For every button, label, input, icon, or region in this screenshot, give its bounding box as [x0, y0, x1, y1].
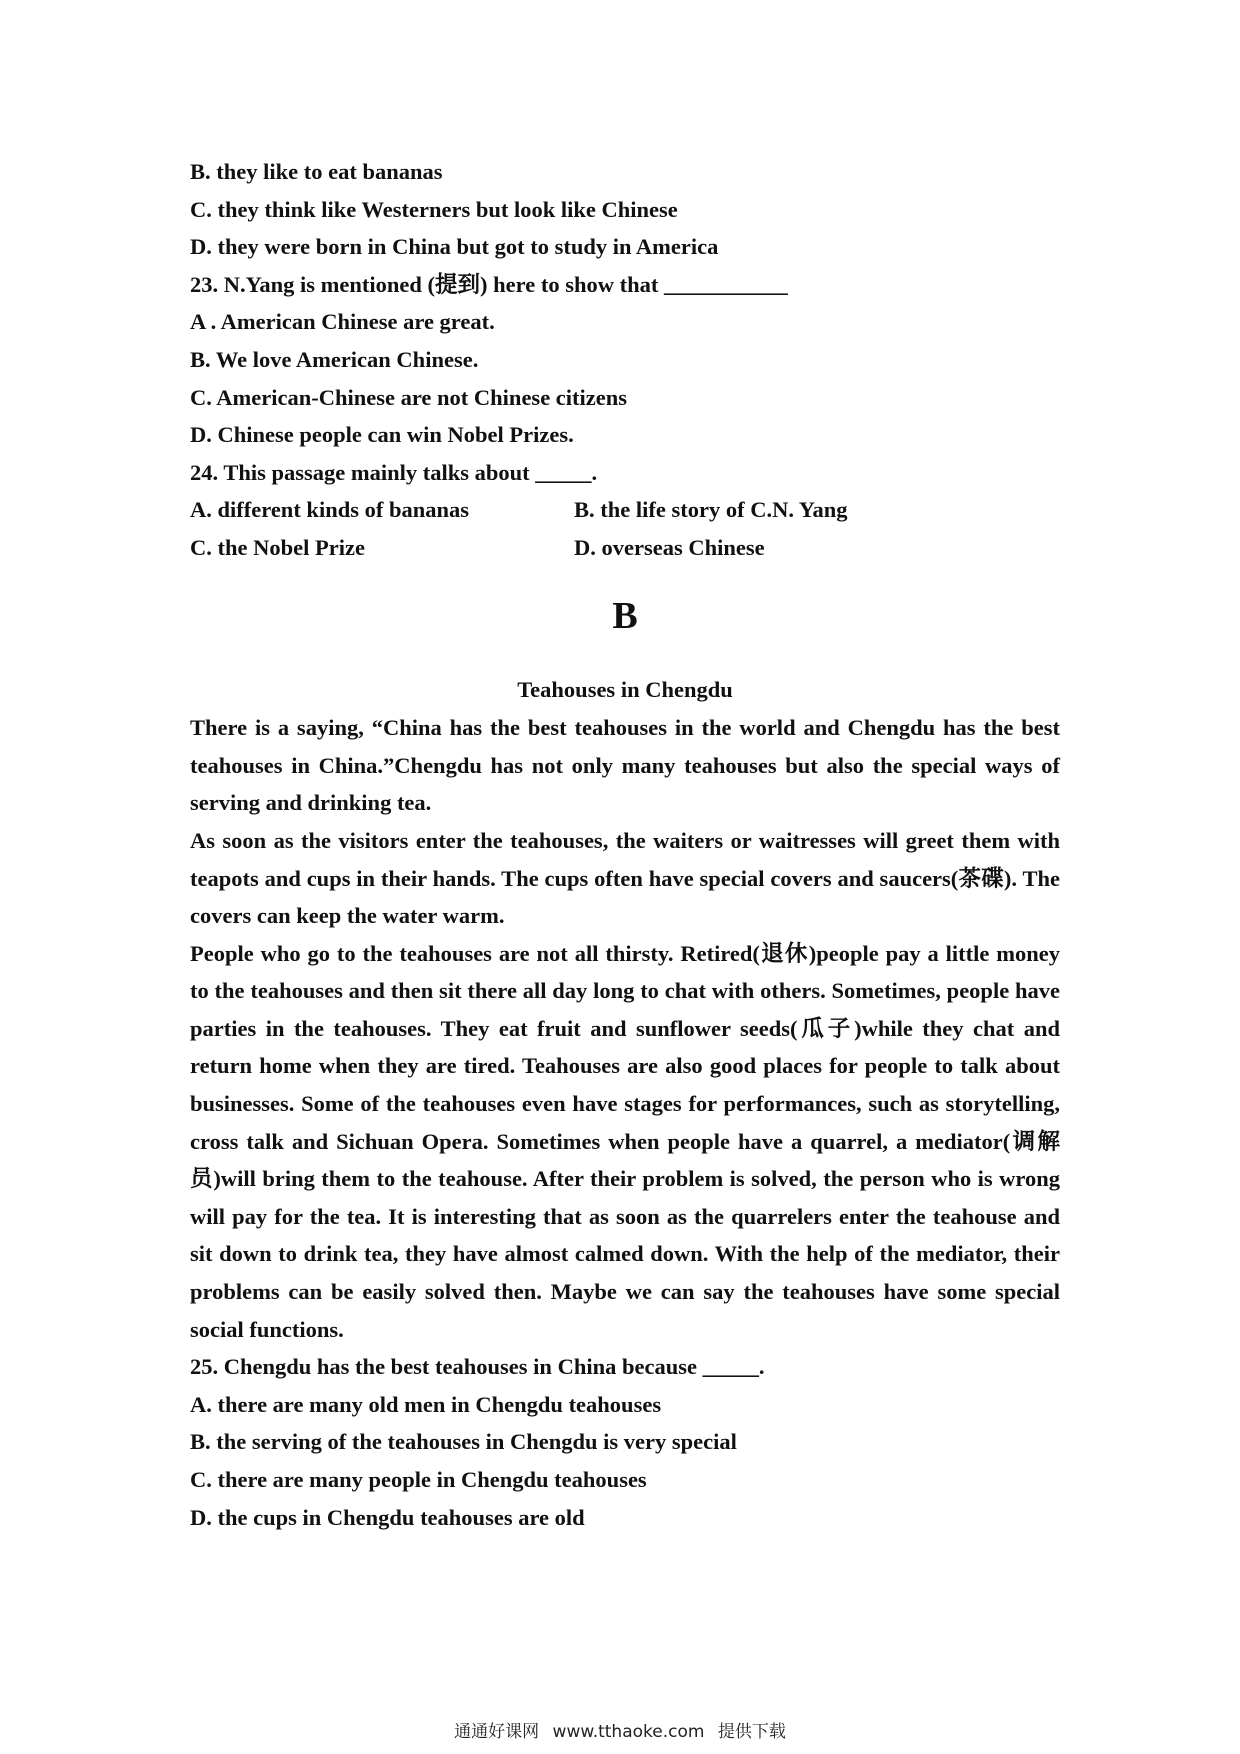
q24-option-a: A. different kinds of bananas: [190, 497, 470, 523]
page-content: [190, 153, 1060, 1536]
footer-note: 提供下载: [717, 1722, 786, 1742]
q25-option-d: D. the cups in Chengdu teahouses are old: [190, 1504, 585, 1530]
q24-option-b: B. the life story of C.N. Yang: [574, 497, 848, 523]
passage-paragraph-1: There is a saying, “China has the best teahouses in the world and Chengdu has the best teahouses in China.”Chengdu has not only many teahouses but also the special ways of serving and drinking tea.: [190, 715, 1060, 816]
q24-options-row-2: [190, 529, 1060, 567]
passage-title: Teahouses in Chengdu: [517, 676, 733, 702]
passage-paragraph-3: People who go to the teahouses are not all thirsty. Retired(退休)people pay a little money to the teahouses and then sit there all day long to chat with others. Sometimes, people have parties in the teahouses. They eat fruit and sunflower seeds(瓜子)while they chat and return home when they are tired. Teahouses are also good places for people to talk about businesses. Some of the teahouses even have stages for performances, such as storytelling, cross talk and Sichuan Opera. Sometimes when people have a quarrel, a mediator(调解员)will bring them to the teahouse. After their problem is solved, the person who is wrong will pay for the tea. It is interesting that as soon as the quarrelers enter the teahouse and sit down to drink tea, they have almost calmed down. With the help of the mediator, their problems can be easily solved then. Maybe we can say the teahouses have some special social functions.: [190, 940, 1060, 1342]
footer-site-name: 通通好课网: [454, 1722, 540, 1742]
q24-option-c: C. the Nobel Prize: [190, 534, 365, 560]
q24-options-row-1: [190, 491, 1060, 529]
q25-stem: 25. Chengdu has the best teahouses in China because _____.: [190, 1354, 765, 1380]
q23-option-c: C. American-Chinese are not Chinese citizens: [190, 384, 628, 410]
footer-url[interactable]: www.tthaoke.com: [552, 1722, 705, 1742]
section-letter: B: [612, 594, 638, 637]
q25-option-c: C. there are many people in Chengdu teahouses: [190, 1467, 647, 1492]
q22-option-d: D. they were born in China but got to study in America: [190, 234, 719, 260]
q23-option-a: A . American Chinese are great.: [190, 309, 495, 335]
q24-option-d: D. overseas Chinese: [574, 534, 765, 560]
passage-paragraph-2: As soon as the visitors enter the teahouses, the waiters or waitresses will greet them with teapots and cups in their hands. The cups often have special covers and saucers(茶碟). The covers can keep the water warm.: [190, 827, 1060, 929]
page-footer: [0, 1722, 1240, 1742]
q25-option-a: A. there are many old men in Chengdu teahouses: [190, 1391, 662, 1417]
q24-stem: 24. This passage mainly talks about _____.: [190, 459, 598, 485]
q23-stem: 23. N.Yang is mentioned (提到) here to show that ___________: [190, 271, 788, 297]
q23-option-d: D. Chinese people can win Nobel Prizes.: [190, 422, 574, 448]
q25-option-b: B. the serving of the teahouses in Chengdu is very special: [190, 1429, 737, 1455]
q22-option-c: C. they think like Westerners but look like Chinese: [190, 196, 678, 222]
q23-option-b: B. We love American Chinese.: [190, 346, 479, 372]
q22-option-b: B. they like to eat bananas: [190, 159, 443, 184]
